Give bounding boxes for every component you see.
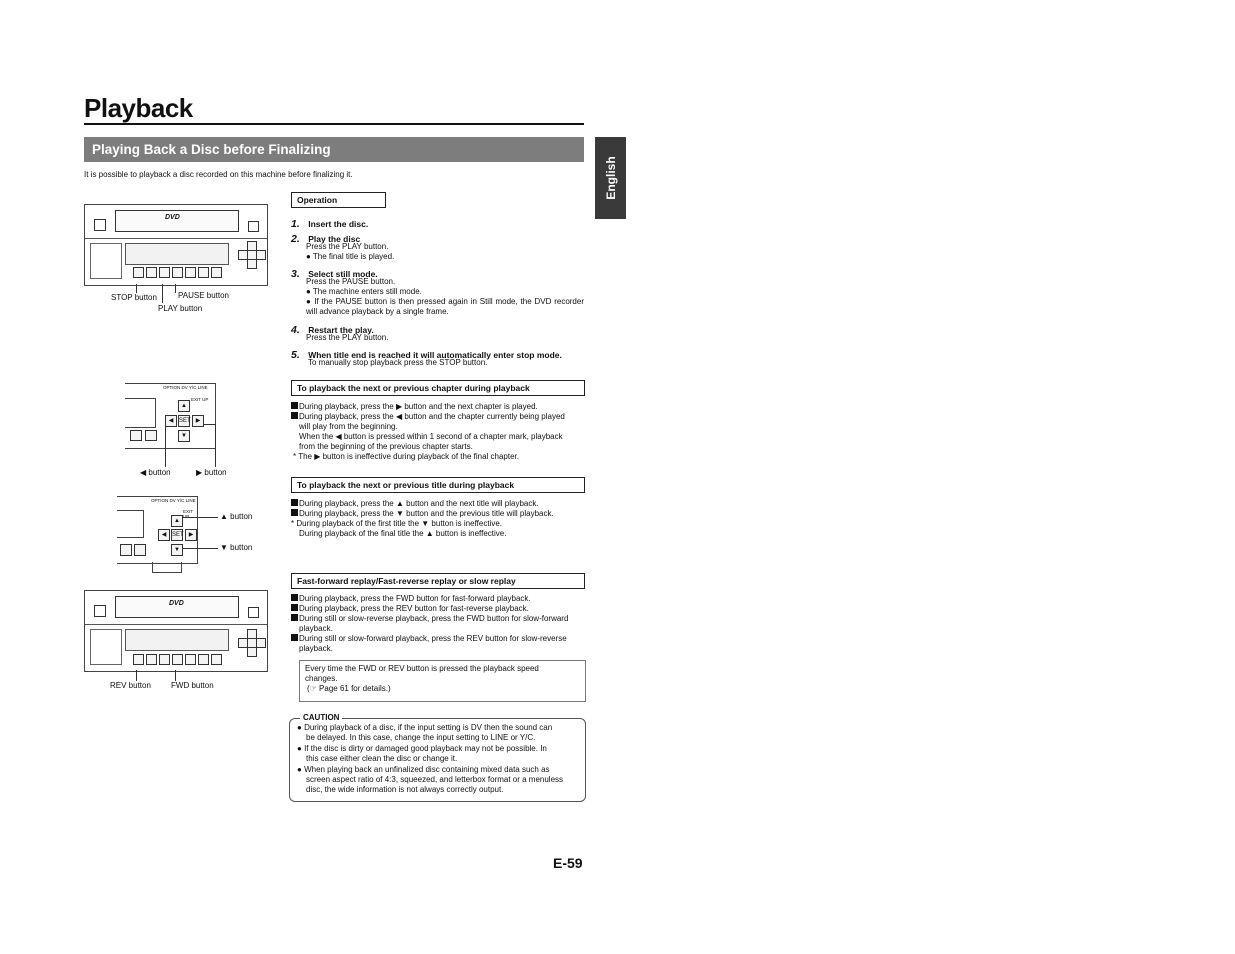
page-reference: (☞ Page 61 for details.) [307,684,391,693]
caution-label: CAUTION [300,713,342,722]
leader-line [175,670,176,681]
title-heading: To playback the next or previous title during playback [291,477,585,493]
chapter-p2-cont: When the ◀ button is pressed within 1 second of a chapter mark, playback [299,432,563,441]
chapter-note: * The ▶ button is ineffective during playback of the final chapter. [293,452,519,461]
intro-text: It is possible to playback a disc recorded on this machine before finalizing it. [84,170,353,179]
recorder-figure-4 [84,590,268,672]
caution-item-2: ● If the disc is dirty or damaged good playback may not be possible. In [297,744,547,753]
ff-p2: During playback, press the REV button for fast-reverse playback. [291,604,529,614]
set-button: SET [171,529,183,541]
dvd-logo: DVD [169,600,184,607]
step-2-bullet: ● The final title is played. [306,252,395,261]
recorder-figure-2: OPTION DV Y/C LINE ▲ ◀ SET ▶ ▼ EXIT UP [125,383,216,449]
leader-line [182,517,218,518]
caution-item-1-cont: be delayed. In this case, change the input setting to LINE or Y/C. [306,733,536,742]
step-3-bullet: ● If the PAUSE button is then pressed again in Still mode, the DVD recorder will advance playback by a single frame. [306,297,584,316]
title-note: * During playback of the first title the ▼ button is ineffective. [291,519,502,528]
pause-button-label: PAUSE button [178,291,229,300]
device-foot [152,562,182,573]
speed-note-box [299,660,586,702]
page-title: Playback [84,93,193,123]
ff-p4-cont: playback. [299,644,333,653]
speed-note-line: changes. [305,674,338,683]
operation-label: Operation [291,192,386,208]
up-button-label: ▲ button [220,512,253,521]
leader-line [162,284,163,303]
step-2-line: Press the PLAY button. [306,242,389,251]
right-button-label: ▶ button [196,468,227,477]
title-p2: During playback, press the ▼ button and the previous title will playback. [291,509,554,519]
caution-item-1: ● During playback of a disc, if the input setting is DV then the sound can [297,723,553,732]
caution-item-3-cont: screen aspect ratio of 4:3, squeezed, and letterbox format or a menuless [306,775,564,784]
step-3-bullet: ● The machine enters still mode. [306,287,422,296]
leader-line [165,424,166,467]
set-button: SET [178,415,190,427]
chapter-heading: To playback the next or previous chapter during playback [291,380,585,396]
ff-p1: During playback, press the FWD button for fast-forward playback. [291,594,531,604]
ff-heading: Fast-forward replay/Fast-reverse replay or slow replay [291,573,585,589]
exit-label: EXIT UP [191,397,209,402]
left-button-label: ◀ button [140,468,171,477]
caution-item-3: ● When playing back an unfinalized disc containing mixed data such as [297,765,550,774]
ff-p3: During still or slow-reverse playback, press the FWD button for slow-forward [291,614,568,624]
section-heading: Playing Back a Disc before Finalizing [84,137,584,162]
leader-line [215,424,216,467]
chapter-p1: During playback, press the ▶ button and the next chapter is played. [291,402,538,412]
step-5-line: To manually stop playback press the STOP button. [308,358,488,367]
down-button-label: ▼ button [220,543,253,552]
caution-item-3-cont: disc, the wide information is not always correctly output. [306,785,504,794]
speed-note-line: Every time the FWD or REV button is pressed the playback speed [305,664,539,673]
chapter-p2-cont: will play from the beginning. [299,422,398,431]
option-label: OPTION DV Y/C LINE [163,385,208,390]
recorder-figure-3: OPTION DV Y/C LINE ▲ ◀ SET ▶ ▼ EXIT [117,496,198,564]
recorder-figure-1 [84,204,268,286]
caution-item-2-cont: this case either clean the disc or change it. [306,754,458,763]
leader-line [182,548,218,549]
leader-line [175,284,176,293]
chapter-p2-cont: from the beginning of the previous chapter starts. [299,442,473,451]
exit-label: EXIT [183,509,193,514]
step-3: 3. Select still mode. [291,268,378,280]
step-3-line: Press the PAUSE button. [306,277,396,286]
ff-p4: During still or slow-forward playback, press the REV button for slow-reverse [291,634,567,644]
step-2: 2. Play the disc [291,233,361,245]
page-number: E-59 [553,855,583,871]
title-rule [84,123,584,125]
rev-button-label: REV button [110,681,151,690]
leader-line [136,670,137,681]
step-4-line: Press the PLAY button. [306,333,389,342]
leader-line [203,424,215,425]
dvd-logo: DVD [165,214,180,221]
chapter-p2: During playback, press the ◀ button and the chapter currently being played [291,412,565,422]
step-4: 4. Restart the play. [291,324,374,336]
step-5: 5. When title end is reached it will automatically enter stop mode. [291,349,562,361]
title-note: During playback of the final title the ▲ button is ineffective. [299,529,507,538]
title-p1: During playback, press the ▲ button and the next title will playback. [291,499,539,509]
ff-p3-cont: playback. [299,624,333,633]
option-label: OPTION DV Y/C LINE [151,498,196,503]
language-tab: English [595,137,626,219]
fwd-button-label: FWD button [171,681,214,690]
play-button-label: PLAY button [158,304,203,313]
stop-button-label: STOP button [111,293,157,302]
step-1: 1. Insert the disc. [291,218,369,230]
leader-line [136,284,137,293]
